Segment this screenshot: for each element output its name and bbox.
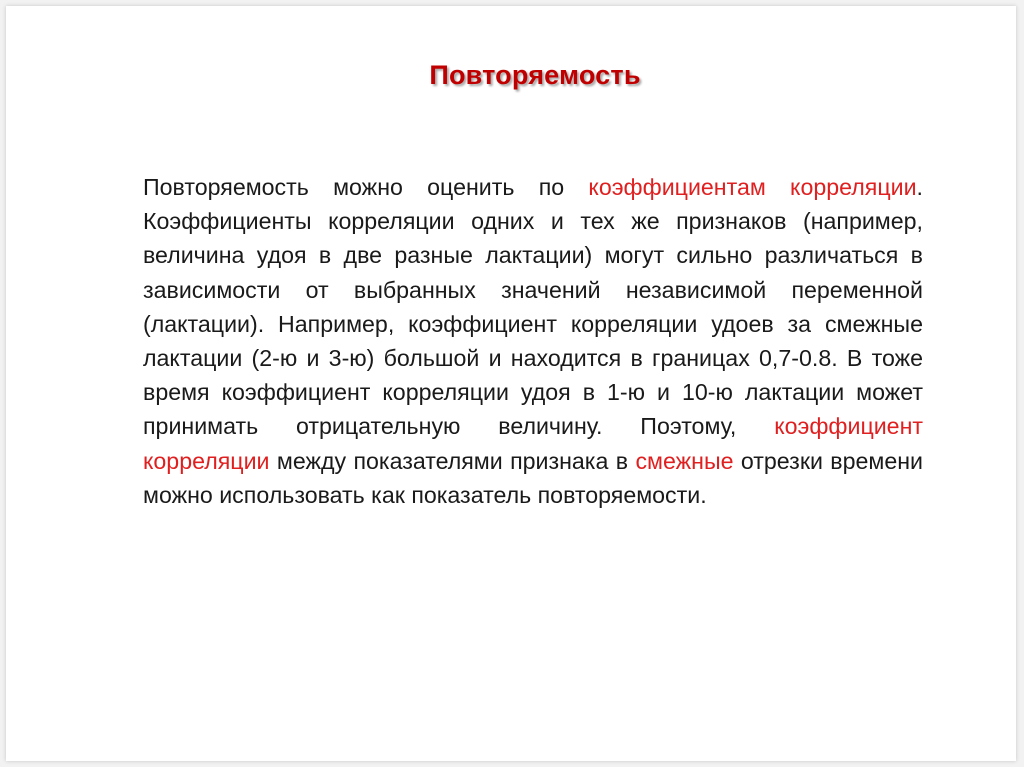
- text-run: . Коэффициенты корреляции одних и тех же признаков (например, величина удоя в две разные лактации) могут сильно различаться в зависимости от выбранных значений независимой переменной (лактации). Например, коэффициент корреляции удоев за смежные лактации (2-ю и 3-ю) большой и находится в границах 0,7-0.8. В тоже время коэффициент корреляции удоя в 1-ю и 10-ю лактации может принимать отрицательную величину. Поэтому,: [143, 174, 923, 440]
- highlighted-term: коэффициентам корреляции: [588, 174, 917, 200]
- highlighted-term: коэффициент корреляции: [143, 413, 923, 474]
- text-run: Повторяемость можно оценить по: [143, 174, 589, 200]
- text-run: отрезки времени можно использовать как показатель повторяемости.: [143, 447, 923, 508]
- slide: [6, 6, 1016, 761]
- slide-title: Повторяемость: [429, 60, 641, 90]
- highlighted-term: смежные: [635, 447, 734, 474]
- text-run: между показателями признака в: [269, 447, 636, 474]
- slide-body-paragraph: [143, 170, 923, 512]
